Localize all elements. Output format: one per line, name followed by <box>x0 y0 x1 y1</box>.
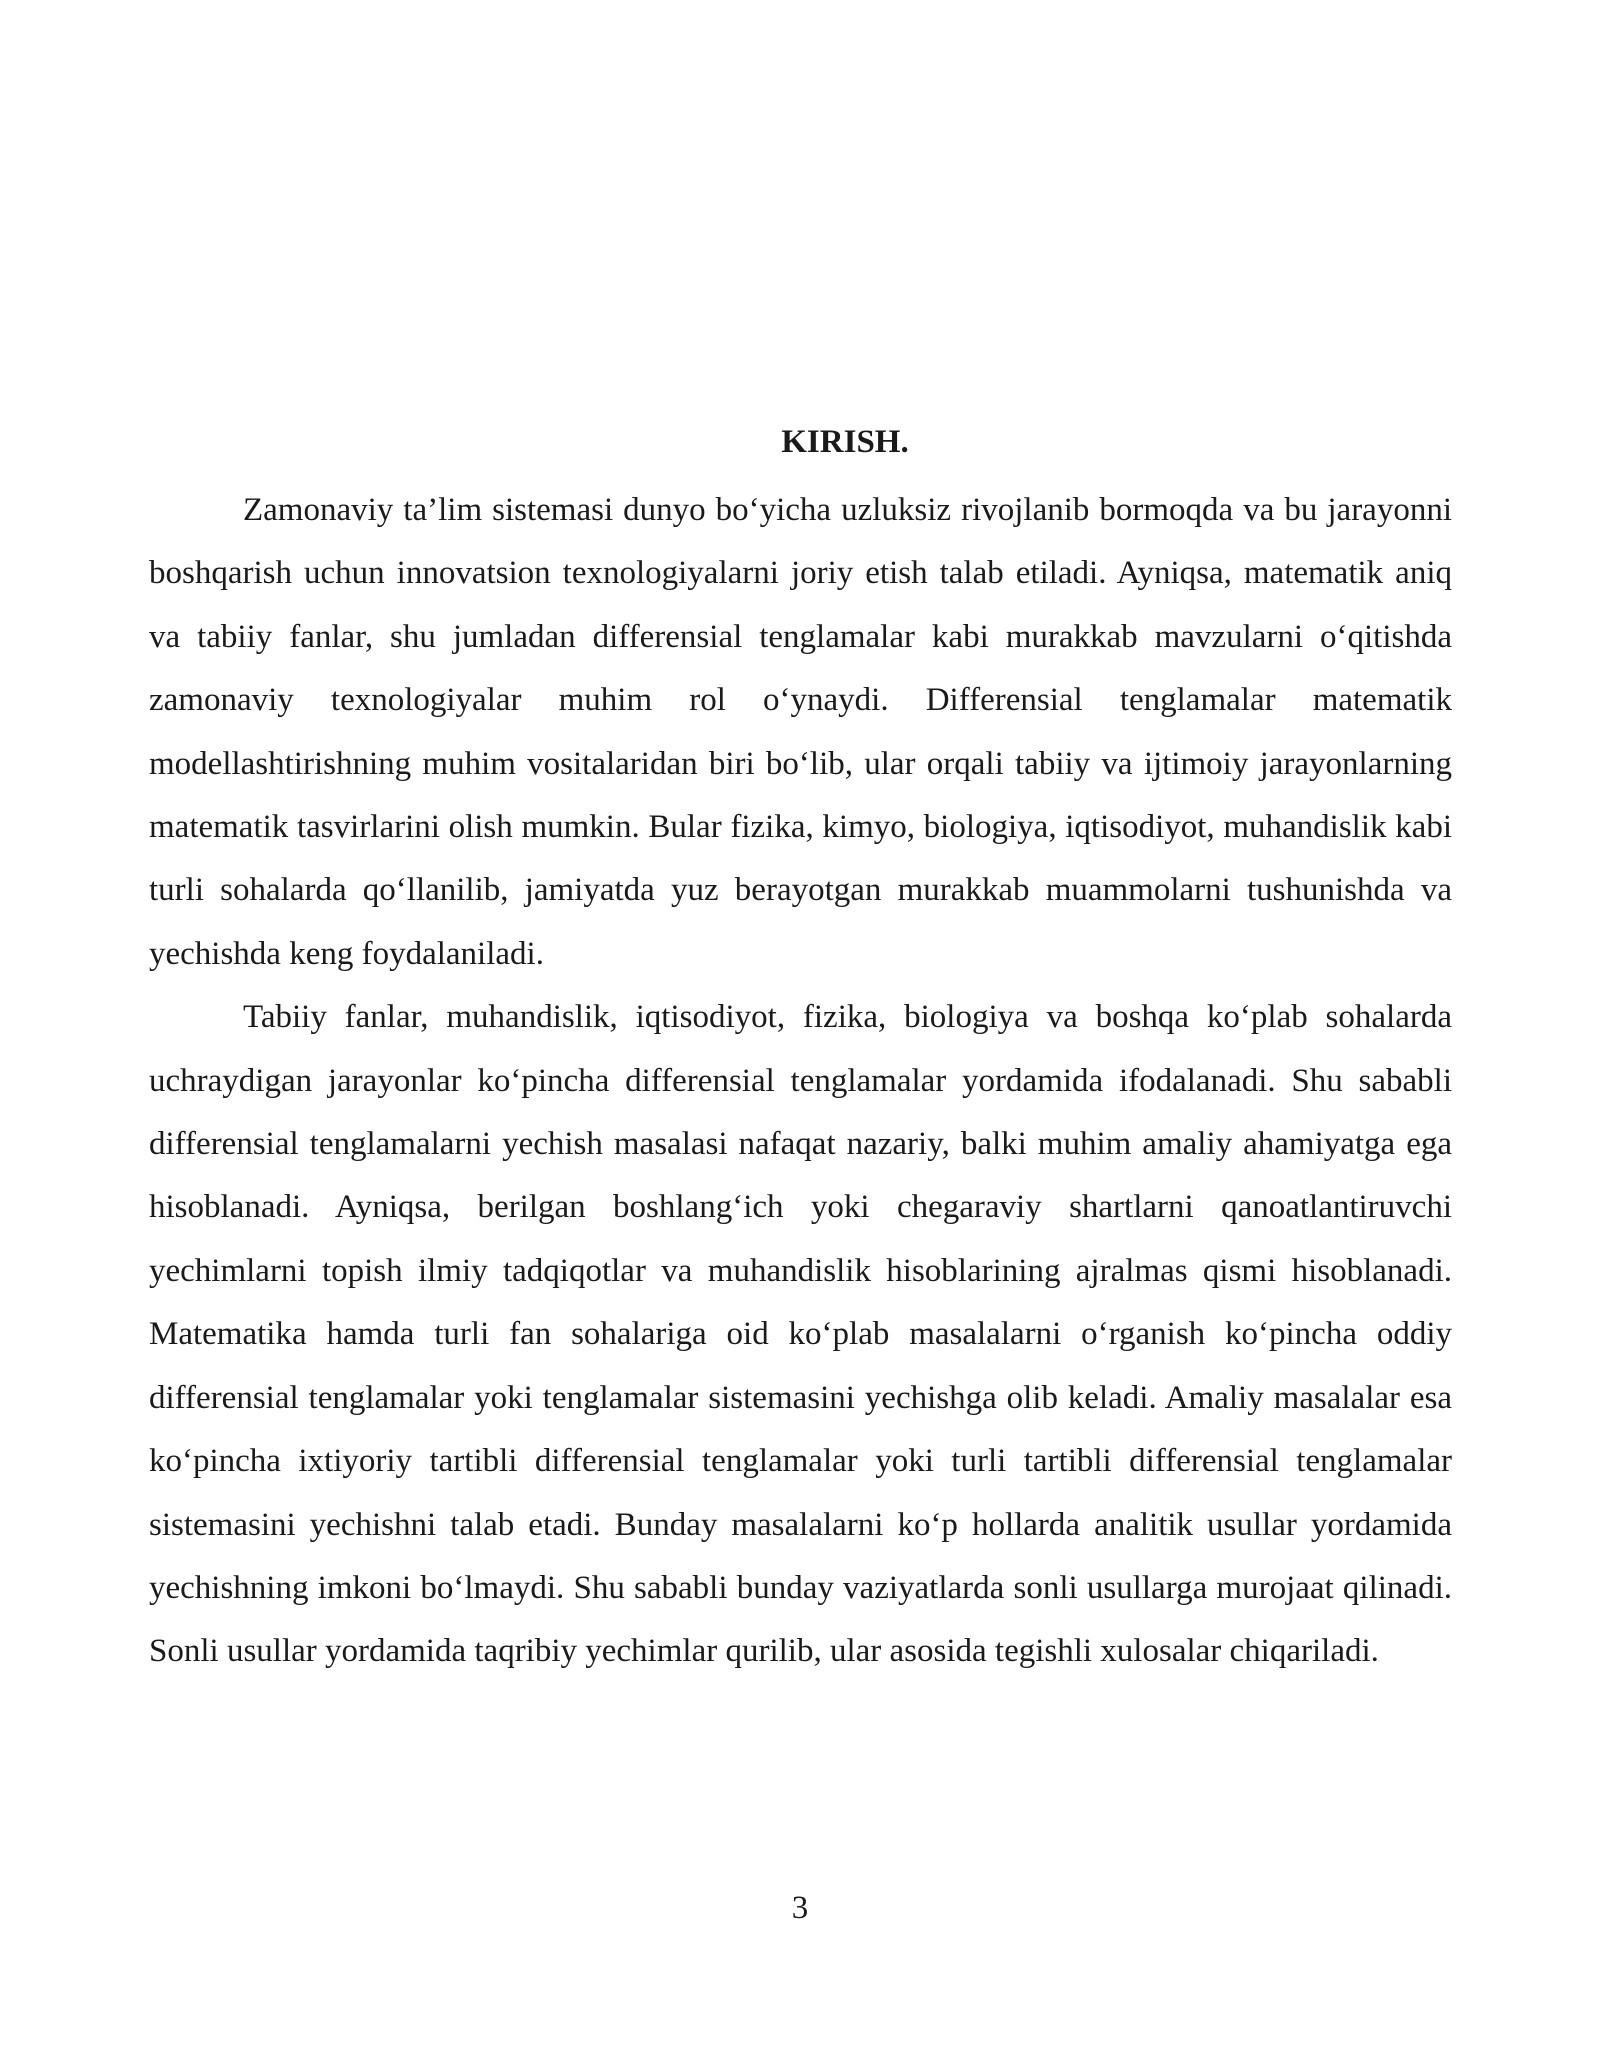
page-number: 3 <box>791 1890 809 1926</box>
body-text <box>149 479 1452 1684</box>
paragraph-1: Zamonaviy ta’lim sistemasi dunyo bo‘yicha uzluksiz rivojlanib bormoqda va bu jarayonni boshqarish uchun innovatsion texnologiyalarni joriy etish talab etiladi. Ayniqsa, matematik aniq va tabiiy fanlar, shu jumladan differensial tenglamalar kabi murakkab mavzularni o‘qitishda zamonaviy texnologiyalar muhim rol o‘ynaydi. Differensial tenglamalar matematik modellashtirishning muhim vositalaridan biri bo‘lib, ular orqali tabiiy va ijtimoiy jarayonlarning matematik tasvirlarini olish mumkin. Bular fizika, kimyo, biologiya, iqtisodiyot, muhandislik kabi turli sohalarda qo‘llanilib, jamiyatda yuz berayotgan murakkab muammolarni tushunishda va yechishda keng foydalaniladi. <box>149 492 1452 972</box>
section-heading: KIRISH. <box>781 424 909 460</box>
paragraph-2: Tabiiy fanlar, muhandislik, iqtisodiyot, fizika, biologiya va boshqa ko‘plab sohalarda uchraydigan jarayonlar ko‘pincha differensial tenglamalar yordamida ifodalanadi. Shu sababli differensial tenglamalarni yechish masalasi nafaqat nazariy, balki muhim amaliy ahamiyatga ega hisoblanadi. Ayniqsa, berilgan boshlang‘ich yoki chegaraviy shartlarni qanoatlantiruvchi yechimlarni topish ilmiy tadqiqotlar va muhandislik hisoblarining ajralmas qismi hisoblanadi. Matematika hamda turli fan sohalariga oid ko‘plab masalalarni o‘rganish ko‘pincha oddiy differensial tenglamalar yoki tenglamalar sistemasini yechishga olib keladi. Amaliy masalalar esa ko‘pincha ixtiyoriy tartibli differensial tenglamalar yoki turli tartibli differensial tenglamalar sistemasini yechishni talab etadi. Bunday masalalarni ko‘p hollarda analitik usullar yordamida yechishning imkoni bo‘lmaydi. Shu sababli bunday vaziyatlarda sonli usullarga murojaat qilinadi. Sonli usullar yordamida taqribiy yechimlar qurilib, ular asosida tegishli xulosalar chiqariladi. <box>149 999 1452 1670</box>
